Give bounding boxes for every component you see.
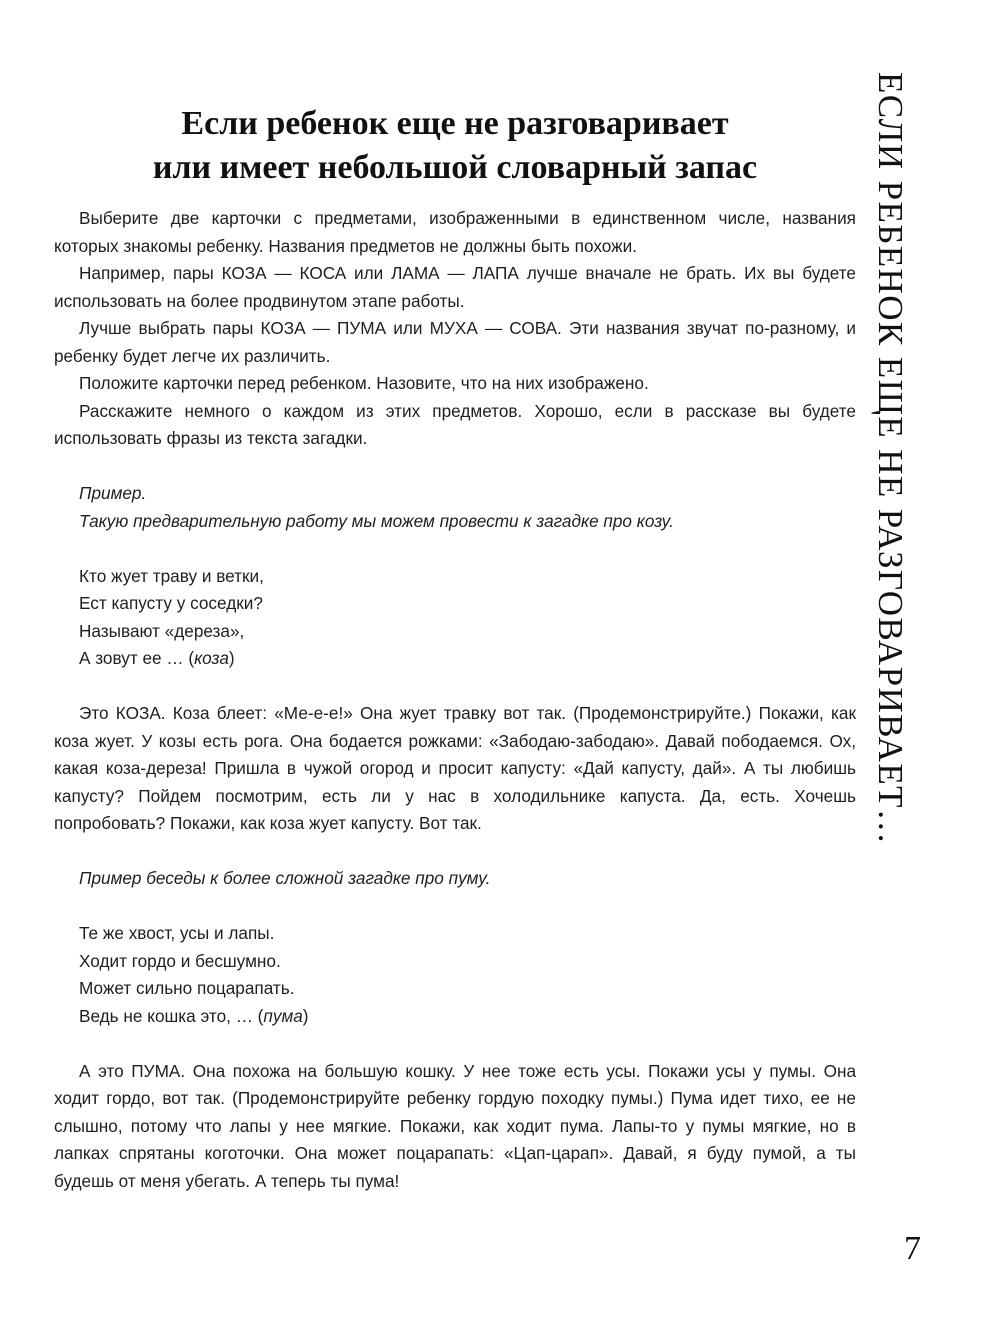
paragraph: Выберите две карточки с предметами, изображенными в единственном числе, названия которых знакомы ребенку. Названия предметов не должны быть похожи. [54, 208, 856, 256]
example-intro: Такую предварительную работу мы можем провести к загадке про козу. [79, 510, 674, 531]
paragraph: Лучше выбрать пары КОЗА — ПУМА или МУХА — СОВА. Эти названия звучат по-разному, и ребенку будет легче их различить. [54, 318, 856, 366]
riddle-line: Ест капусту у соседки? [79, 593, 263, 613]
riddle-line: Ходит гордо и бесшумно. [79, 950, 281, 971]
paragraph: Положите карточки перед ребенком. Назовите, что на них изображено. [79, 373, 649, 393]
riddle-last-prefix: А зовут ее … ( [79, 648, 195, 668]
paragraph: Например, пары КОЗА — КОСА или ЛАМА — ЛАПА лучше вначале не брать. Их вы будете использовать на более продвинутом этапе работы. [54, 263, 856, 311]
title-line-2: или имеет небольшой словарный запас [152, 149, 758, 186]
story-goat: Это КОЗА. Коза блеет: «Ме-е-е!» Она жует травку вот так. (Продемонстрируйте.) Покажи, как коза жует. У козы есть рога. Она бодается рожками: «Забодаю-забодаю». Давай пободаемся. Ох, какая коза-дереза! Пришла в чужой огород и просит капусту: «Дай капусту, дай». А ты любишь капусту? Пойдем посмотрим, есть ли у нас в холодильнике капуста. Да, есть. Хочешь попробовать? Покажи, как коза жует капусту. Вот так. [54, 703, 856, 833]
riddle-line: Те же хвост, усы и лапы. [79, 923, 275, 943]
riddle-last-line [54, 645, 856, 673]
riddle-answer: коза [194, 648, 229, 668]
riddle-last-suffix: ) [228, 648, 235, 668]
page-title [60, 102, 850, 190]
side-header-container [862, 72, 918, 942]
example-puma-intro: Пример беседы к более сложной загадке про пуму. [79, 868, 491, 888]
riddle-last-line [54, 1003, 856, 1031]
riddle-line: Кто жует траву и ветки, [79, 565, 264, 586]
story-puma: А это ПУМА. Она похожа на большую кошку. У нее тоже есть усы. Покажи усы у пумы. Она ходит гордо, вот так. (Продемонстрируйте ребенку гордую походку пумы.) Пума идет тихо, ее не слышно, потому что лапы у нее мягкие. Покажи, как ходит пума. Лапы-то у пумы мягкие, но в лапках спрятаны коготочки. Она может поцарапать: «Цап-царап». Давай, я буду пумой, а ты будешь от меня убегать. А теперь ты пума! [54, 1060, 856, 1191]
riddle-answer: пума [263, 1005, 303, 1026]
riddle-line: Может сильно поцарапать. [79, 978, 295, 998]
riddle-last-suffix: ) [302, 1005, 309, 1026]
example-label: Пример. [79, 483, 147, 503]
riddle-line: Называют «дереза», [79, 620, 245, 641]
body-text [54, 205, 856, 1195]
riddle-last-prefix: Ведь не кошка это, … ( [79, 1005, 264, 1026]
paragraph: Расскажите немного о каждом из этих предметов. Хорошо, если в рассказе вы будете использовать фразы из текста загадки. [54, 400, 856, 448]
title-line-1: Если ребенок еще не разговаривает [181, 105, 729, 142]
page-number: 7 [904, 1230, 921, 1267]
side-running-header: ЕСЛИ РЕБЕНОК ЕЩЕ НЕ РАЗГОВАРИВАЕТ… [871, 72, 910, 846]
